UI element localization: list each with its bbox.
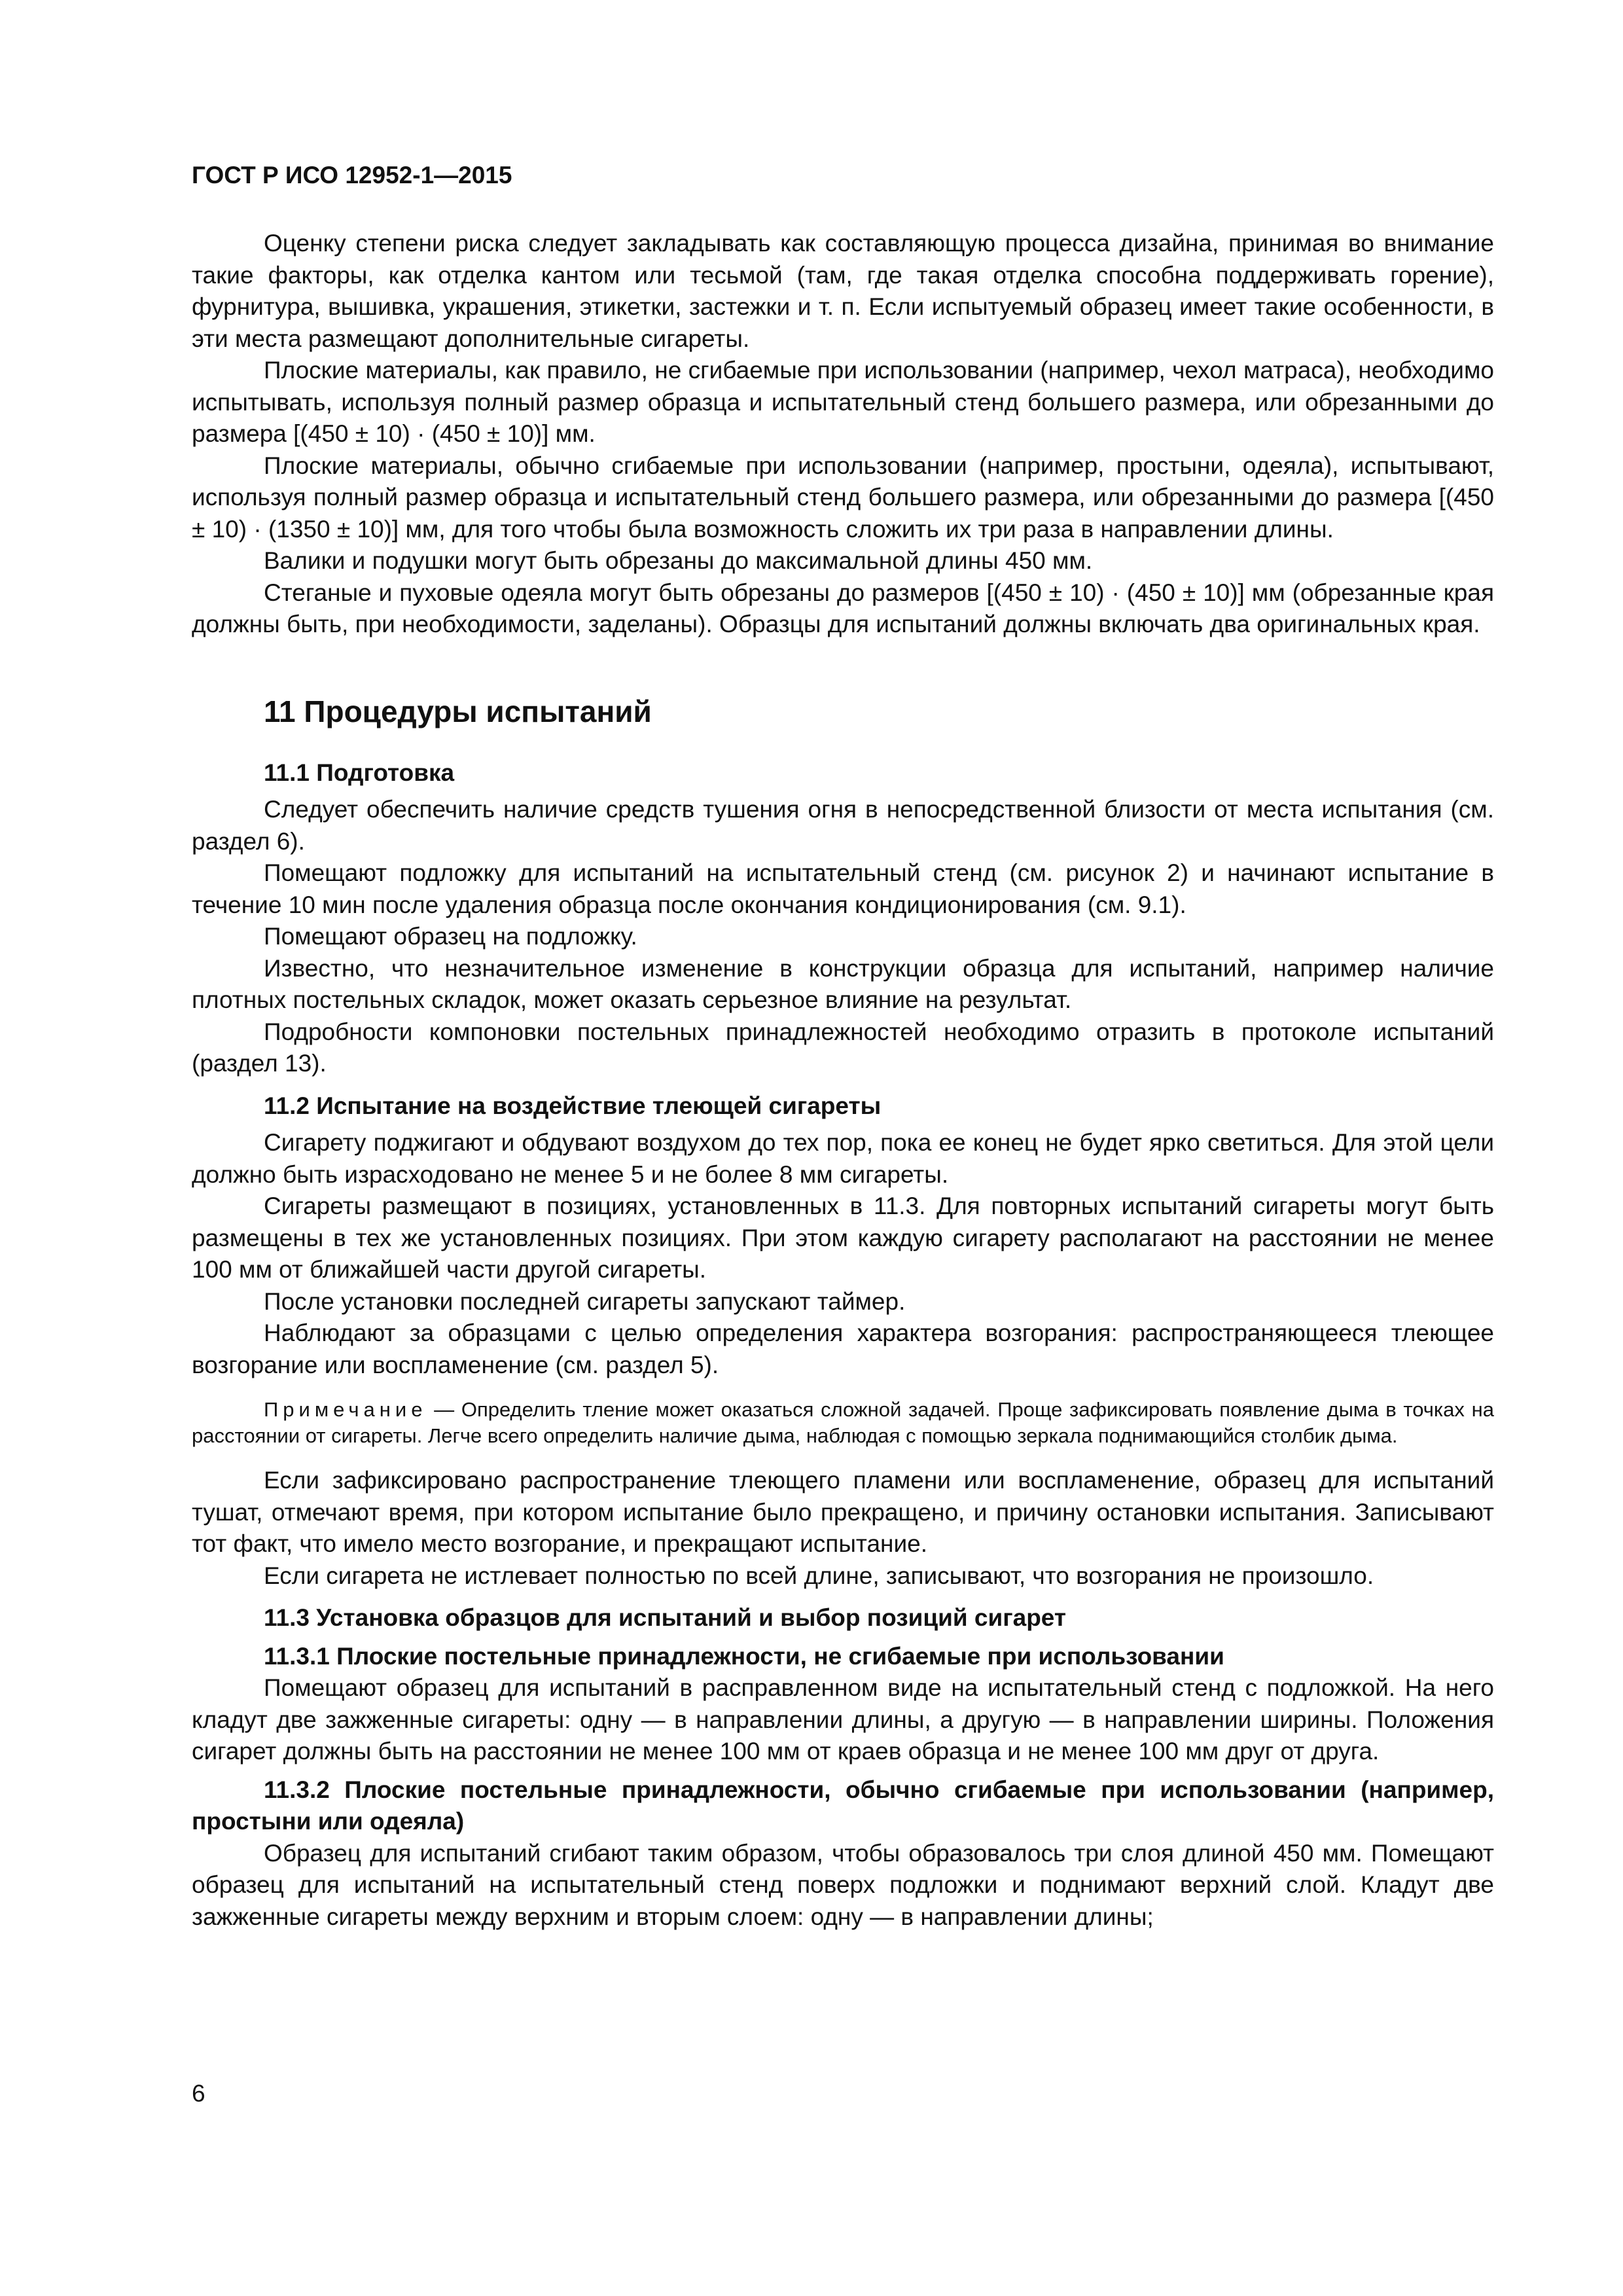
paragraph: Помещают образец для испытаний в расправленном виде на испытательный стенд с подложкой. На него кладут две зажженные сигареты: одну — в направлении длины, а другую — в направлении ширины. Положения сигарет должны быть на расстоянии не менее 100 мм от краев образца и не менее 100 мм друг от друга.	[192, 1674, 1494, 1765]
subsubsection-heading: 11.3.2 Плоские постельные принадлежности, обычно сгибаемые при использовании (например, простыни или одеяла)	[192, 1776, 1494, 1835]
subsection-heading: 11.1 Подготовка	[264, 759, 455, 786]
page-body	[192, 228, 1494, 1933]
subsection-heading: 11.2 Испытание на воздействие тлеющей сигареты	[264, 1092, 882, 1119]
paragraph: Следует обеспечить наличие средств тушения огня в непосредственной близости от места испытания (см. раздел 6).	[192, 796, 1494, 855]
paragraph: Помещают подложку для испытаний на испытательный стенд (см. рисунок 2) и начинают испытание в течение 10 мин после удаления образца после окончания кондиционирования (см. 9.1).	[192, 859, 1494, 918]
note-label: Примечание	[264, 1398, 427, 1421]
subsection-11-2	[192, 1090, 1494, 1592]
paragraph: Стеганые и пуховые одеяла могут быть обрезаны до размеров [(450 ± 10) · (450 ± 10)] мм (обрезанные края должны быть, при необходимости, заделаны). Образцы для испытаний должны включать два оригинальных края.	[192, 579, 1494, 637]
paragraph: После установки последней сигареты запускают таймер.	[264, 1287, 906, 1315]
intro-block	[192, 228, 1494, 641]
paragraph: Оценку степени риска следует закладывать как составляющую процесса дизайна, принимая во внимание такие факторы, как отделка кантом или тесьмой (там, где такая отделка способна поддерживать горение), фурнитура, вышивка, украшения, этикетки, застежки и т. п. Если испытуемый образец имеет такие особенности, в эти места размещают дополнительные сигареты.	[192, 230, 1494, 352]
paragraph: Сигареты размещают в позициях, установленных в 11.3. Для повторных испытаний сигареты могут быть размещены в тех же установленных позициях. При этом каждую сигарету располагают на расстоянии не менее 100 мм от ближайшей части другой сигареты.	[192, 1193, 1494, 1283]
running-header: ГОСТ Р ИСО 12952-1—2015	[192, 162, 512, 188]
paragraph: Подробности компоновки постельных принадлежностей необходимо отразить в протоколе испытаний (раздел 13).	[192, 1018, 1494, 1077]
paragraph: Наблюдают за образцами с целью определения характера возгорания: распространяющееся тлеющее возгорание или воспламенение (см. раздел 5).	[192, 1319, 1494, 1378]
paragraph: Плоские материалы, обычно сгибаемые при использовании (например, простыни, одеяла), испытывают, используя полный размер образца и испытательный стенд большего размера, или обрезанными до размера [(450 ± 10) · (1350 ± 10)] мм, для того чтобы была возможность сложить их три раза в направлении длины.	[192, 452, 1494, 543]
note-text: — Определить тление может оказаться сложной задачей. Проще зафиксировать появление дыма в точках на расстоянии от сигареты. Легче всего определить наличие дыма, наблюдая с помощью зеркала поднимающийся столбик дыма.	[192, 1398, 1494, 1447]
paragraph: Сигарету поджигают и обдувают воздухом до тех пор, пока ее конец не будет ярко светиться. Для этой цели должно быть израсходовано не менее 5 и не более 8 мм сигареты.	[192, 1129, 1494, 1188]
paragraph: Если сигарета не истлевает полностью по всей длине, записывают, что возгорания не произошло.	[264, 1562, 1374, 1589]
subsubsection-heading: 11.3.1 Плоские постельные принадлежности, не сгибаемые при использовании	[264, 1642, 1224, 1670]
subsection-11-3	[192, 1602, 1494, 1933]
section-heading: 11 Процедуры испытаний	[264, 694, 652, 728]
paragraph: Если зафиксировано распространение тлеющего пламени или воспламенение, образец для испытаний тушат, отмечают время, при котором испытание было прекращено, и причину остановки испытания. Записывают тот факт, что имело место возгорание, и прекращают испытание.	[192, 1467, 1494, 1557]
subsection-heading: 11.3 Установка образцов для испытаний и выбор позиций сигарет	[264, 1604, 1067, 1631]
paragraph: Известно, что незначительное изменение в конструкции образца для испытаний, например наличие плотных постельных складок, может оказать серьезное влияние на результат.	[192, 954, 1494, 1013]
paragraph: Плоские материалы, как правило, не сгибаемые при использовании (например, чехол матраса), необходимо испытывать, используя полный размер образца и испытательный стенд большего размера, или обрезанными до размера [(450 ± 10) · (450 ± 10)] мм.	[192, 357, 1494, 447]
paragraph: Образец для испытаний сгибают таким образом, чтобы образовалось три слоя длиной 450 мм. Помещают образец для испытаний на испытательный стенд поверх подложки и поднимают верхний слой. Кладут две зажженные сигареты между верхним и вторым слоем: одну — в направлении длины;	[192, 1839, 1494, 1930]
page-number: 6	[192, 2080, 205, 2107]
note	[192, 1397, 1494, 1449]
subsection-11-1	[192, 757, 1494, 1080]
paragraph: Помещают образец на подложку.	[264, 923, 637, 950]
paragraph: Валики и подушки могут быть обрезаны до максимальной длины 450 мм.	[264, 547, 1093, 574]
